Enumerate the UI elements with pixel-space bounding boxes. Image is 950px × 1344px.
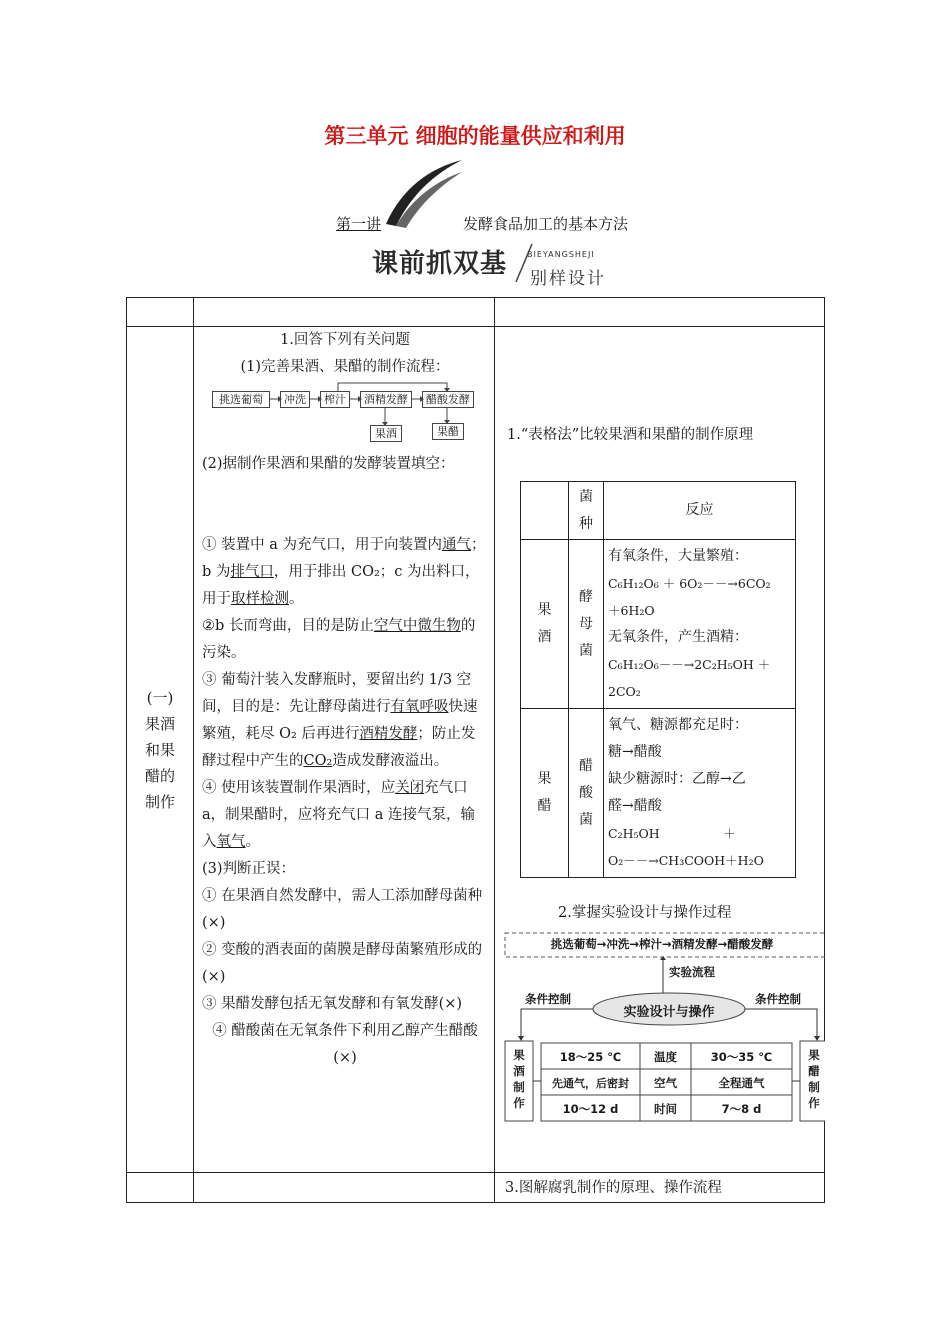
design-cell-r1c2: 温度 [654,1050,677,1064]
design-cell-r3c2: 时间 [654,1102,677,1116]
flow-step-4: 酒精发酵 [360,391,412,408]
design-cell-r3c3: 7～8 d [721,1102,762,1116]
comparison-table [520,481,796,878]
section-1-title: 1.“表格法”比较果酒和果醋的制作原理 [507,427,754,443]
point-2: ②b 长而弯曲，目的是防止空气中微生物的污染。 [202,618,476,661]
design-diagram [503,929,825,1129]
row-wine-species: 酵 母 菌 [569,540,604,709]
row-vinegar-species: 醋 酸 菌 [569,709,604,878]
row-vinegar-name: 果 醋 [521,709,569,878]
point-1: ① 装置中 a 为充气口，用于向装置内通气；b 为排气口，用于排出 CO₂；c 为出料口，用于取样检测。 [202,537,486,607]
design-cond-right: 条件控制 [755,992,801,1006]
question-1-1: (1)完善果酒、果醋的制作流程： [240,359,450,375]
table-header-species: 菌 种 [569,482,604,540]
footer-cell-3 [495,1173,825,1203]
lecture-title: 发酵食品加工的基本方法 [463,215,629,233]
row-wine-reaction: 有氧条件，大量繁殖： C₆H₁₂O₆ ＋ 6O₂－－→6CO₂ ＋6H₂O 无氧条件，产生酒精： C₆H₁₂O₆－－→2C₂H₅OH ＋ 2CO₂ [604,540,796,709]
category-label: (一) 果酒 和果 醋的 制作 [144,688,175,811]
judgement-4: ④ 醋酸菌在无氧条件下利用乙醇产生醋酸(×) [212,1023,478,1066]
design-cell-r2c2: 空气 [654,1076,677,1090]
footer-cell-1 [127,1173,194,1203]
question-1-2: (2)据制作果酒和果醋的发酵装置填空： [202,456,455,472]
flow-diagram [202,381,488,451]
design-cell-r3c1: 10～12 d [562,1102,619,1116]
design-cell-r1c3: 30～35 ℃ [710,1050,773,1064]
question-1-3: (3)判断正误： [202,861,296,877]
row-wine-name: 果 酒 [521,540,569,709]
flow-out-wine: 果酒 [370,425,402,442]
swoosh-logo [382,158,464,230]
design-center-label: 实验设计与操作 [623,1005,715,1020]
footer-cell-2 [194,1173,495,1203]
judgement-2: ② 变酸的酒表面的菌膜是酵母菌繁殖形成的(×) [202,942,483,985]
design-flow-label: 实验流程 [669,965,715,979]
flow-arrows [202,381,488,451]
question-1: 1.回答下列有关问题 [280,332,410,348]
design-cell-r2c1: 先通气，后密封 [552,1077,629,1090]
flow-step-5: 醋酸发酵 [422,391,474,408]
category-cell [127,327,194,1173]
header-cell-3 [495,298,825,327]
flow-step-3: 榨汁 [320,391,350,408]
right-content-cell [495,327,825,1173]
section-3-title: 3.图解腐乳制作的原理、操作流程 [505,1180,722,1196]
judgement-1: ① 在果酒自然发酵中，需人工添加酵母菌种(×) [202,888,483,931]
lecture-number: 第一讲 [336,215,382,233]
device-image-space [202,478,488,532]
point-4: ④ 使用该装置制作果酒时，应关闭充气口 a，制果醋时，应将充气口 a 连接气泵，输入氧气。 [202,780,476,850]
banner-title: 课前抓双基 [372,249,508,279]
point-3: ③ 葡萄汁装入发酵瓶时，要留出约 1/3 空间，目的是：先让酵母菌进行有氧呼吸快速繁殖，耗尽 O₂ 后再进行酒精发酵；防止发酵过程中产生的CO₂造成发酵液溢出。 [202,672,478,769]
design-cell-r1c1: 18～25 ℃ [559,1050,622,1064]
flow-out-vinegar: 果醋 [432,423,464,440]
unit-title: 第三单元 细胞的能量供应和利用 [324,124,626,148]
table-header-reaction: 反应 [604,482,796,540]
middle-content-cell [194,327,495,1173]
header-cell-2 [194,298,495,327]
banner-en: BIEYANGSHEJI [527,250,595,259]
judgement-3: ③ 果醋发酵包括无氧发酵和有氧发酵(×) [202,996,463,1012]
design-cond-left: 条件控制 [525,992,571,1006]
design-top-flow: 挑选葡萄→冲洗→榨汁→酒精发酵→醋酸发酵 [550,937,774,951]
table-corner [521,482,569,540]
main-table [126,297,825,1203]
design-diagram-lines [503,929,825,1129]
row-vinegar-reaction: 氧气、糖源都充足时： 糖→醋酸 缺少糖源时：乙醇→乙 醛→醋酸 C₂H₅OH ＋ O₂－－→CH₃COOH＋H₂O [604,709,796,878]
section-2-title: 2.掌握实验设计与操作过程 [558,905,732,921]
design-cell-r2c3: 全程通气 [718,1076,765,1090]
header-cell-1 [127,298,194,327]
design-wine-box: 果 酒 制 作 [513,1048,525,1110]
flow-step-1: 挑选葡萄 [212,391,270,408]
banner-subtitle: 别样设计 [530,269,606,289]
flow-step-2: 冲洗 [280,391,310,408]
design-vinegar-box: 果 醋 制 作 [808,1048,820,1110]
